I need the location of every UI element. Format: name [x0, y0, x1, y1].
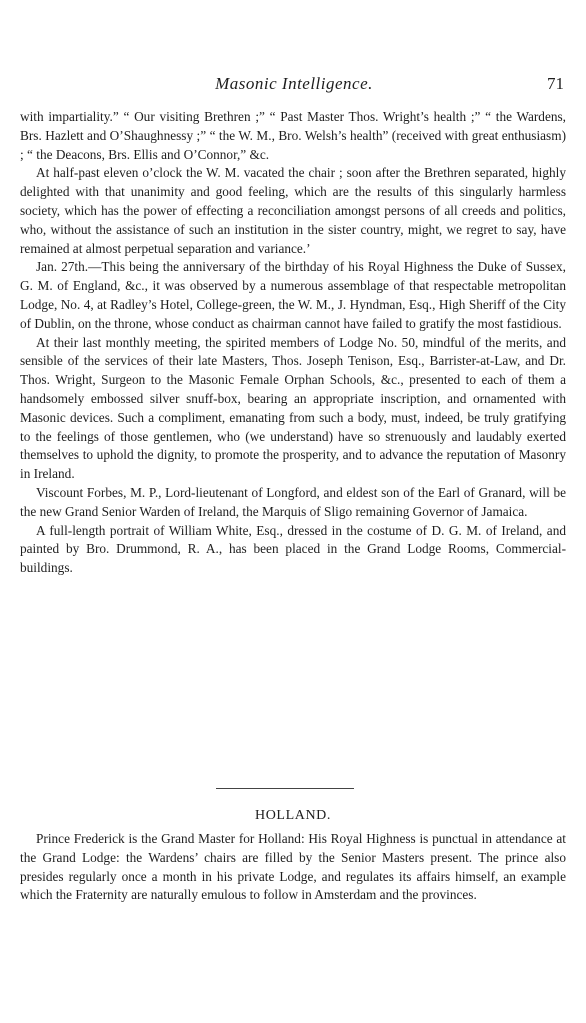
holland-body [20, 830, 566, 905]
paragraph-lodge-50: At their last monthly meeting, the spirited members of Lodge No. 50, mindful of the merits, and sensible of the services of their late Masters, Thos. Joseph Tenison, Esq., Barrister-at-Law, and Dr. Thos. Wright, Surgeon to the Masonic Female Orphan Schools, &c., presented to each of them a handsomely embossed silver snuff-box, bearing an appropriate inscription, and ornamented with Masonic devices. Such a compliment, emanating from such a body, must, indeed, be truly gratifying to the feelings of those gentlemen, who (we understand) have so strenuously and laudably exerted themselves to uphold the dignity, to promote the prosperity, and to advance the reputation of Masonry in Ireland. [20, 334, 566, 482]
paragraph-jan-27: Jan. 27th.—This being the anniversary of the birthday of his Royal Highness the Duke of Sussex, G. M. of England, &c., it was observed by a numerous assemblage of that respectable metropolitan Lodge, No. 4, at Radley’s Hotel, College-green, the W. M., J. Hyndman, Esq., High Sheriff of the City of Dublin, on the throne, whose conduct as chairman cannot have failed to gratify the most fastidious. [20, 259, 566, 331]
paragraph-viscount-forbes: Viscount Forbes, M. P., Lord-lieutenant of Longford, and eldest son of the Earl of Granard, will be the new Grand Senior Warden of Ireland, the Marquis of Sligo remaining Governor of Jamaica. [20, 484, 566, 519]
running-title: Masonic Intelligence. [215, 74, 373, 93]
page-number: 71 [547, 74, 564, 93]
section-divider [216, 788, 354, 789]
section-heading-holland: HOLLAND. [255, 808, 331, 823]
running-head [20, 74, 568, 98]
paragraph-chair-vacated: At half-past eleven o’clock the W. M. vacated the chair ; soon after the Brethren separated, highly delighted with that unanimity and good feeling, which are the results of this singularly harmless society, which has the power of effecting a reconciliation amongst persons of all creeds and politics, who, without the assistance of such an institution in the sister country, might, we regret to say, have remained at almost perpetual separation and variance.’ [20, 165, 566, 256]
paragraph-portrait: A full-length portrait of William White, Esq., dressed in the costume of D. G. M. of Ireland, and painted by Bro. Drummond, R. A., has been placed in the Grand Lodge Rooms, Commercial-buildings. [20, 522, 566, 576]
paragraph-toasts: with impartiality.” “ Our visiting Brethren ;” “ Past Master Thos. Wright’s health ;” “ the Wardens, Brs. Hazlett and O’Shaughnessy ;” “ the W. M., Bro. Welsh’s health” (received with great enthusiasm) ; “ the Deacons, Brs. Ellis and O’Connor,” &c. [20, 109, 566, 162]
paragraph-holland: Prince Frederick is the Grand Master for Holland: His Royal Highness is punctual in attendance at the Grand Lodge: the Wardens’ chairs are filled by the Senior Masters present. The prince also presides regularly once a month in his private Lodge, and regulates its affairs himself, an example which the Fraternity are naturally emulous to follow in Amsterdam and the provinces. [20, 831, 566, 903]
article-body [20, 108, 566, 578]
